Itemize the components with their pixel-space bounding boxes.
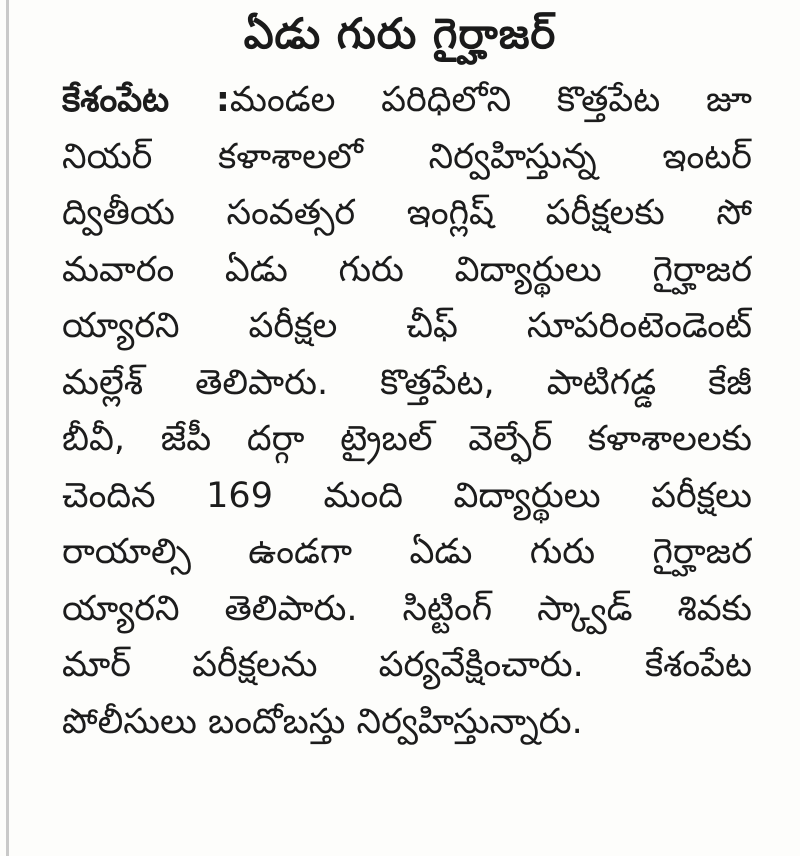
- article-line-text: మండల పరిధిలోని కొత్తపేట జూ: [229, 80, 752, 120]
- article-line-11: మార్ పరీక్షలను పర్యవేక్షించారు. కేశంపేట: [62, 645, 752, 685]
- cropped-previous-text: [130, 0, 550, 2]
- article-line-7: బీవీ, జేపీ దర్గా ట్రైబల్ వెల్ఫేర్ కళాశాలలకు: [62, 419, 752, 459]
- dateline: కేశంపేట :: [62, 80, 230, 120]
- article-line-9: రాయాల్సి ఉండగా ఏడు గురు గైర్హాజర: [62, 532, 752, 572]
- article-line-4: మవారం ఏడు గురు విద్యార్థులు గైర్హాజర: [62, 249, 752, 290]
- article-line-2: నియర్ కళాశాలలో నిర్వహిస్తున్న ఇంటర్: [62, 136, 752, 177]
- article-line-3: ద్వితీయ సంవత్సర ఇంగ్లిష్ పరీక్షలకు సో: [62, 193, 752, 233]
- column-rule: [6, 0, 9, 856]
- article-line-10: య్యారని తెలిపారు. సిట్టింగ్ స్క్వాడ్ శివకు: [62, 588, 752, 629]
- article-body: [62, 72, 752, 750]
- cropped-next-headline: [130, 838, 650, 856]
- article-line-1: [62, 72, 752, 129]
- article-line-12: పోలీసులు బందోబస్తు నిర్వహిస్తున్నారు.: [62, 701, 583, 742]
- article-line-5: య్యారని పరీక్షల చీఫ్ సూపరింటెండెంట్: [62, 306, 752, 346]
- headline: ఏడు గురు గైర్హాజర్: [243, 9, 557, 58]
- article-line-6: మల్లేశ్ తెలిపారు. కొత్తపేట, పాటిగడ్డ కేజీ: [62, 362, 752, 403]
- article-line-8: చెందిన 169 మంది విద్యార్థులు పరీక్షలు: [62, 475, 752, 516]
